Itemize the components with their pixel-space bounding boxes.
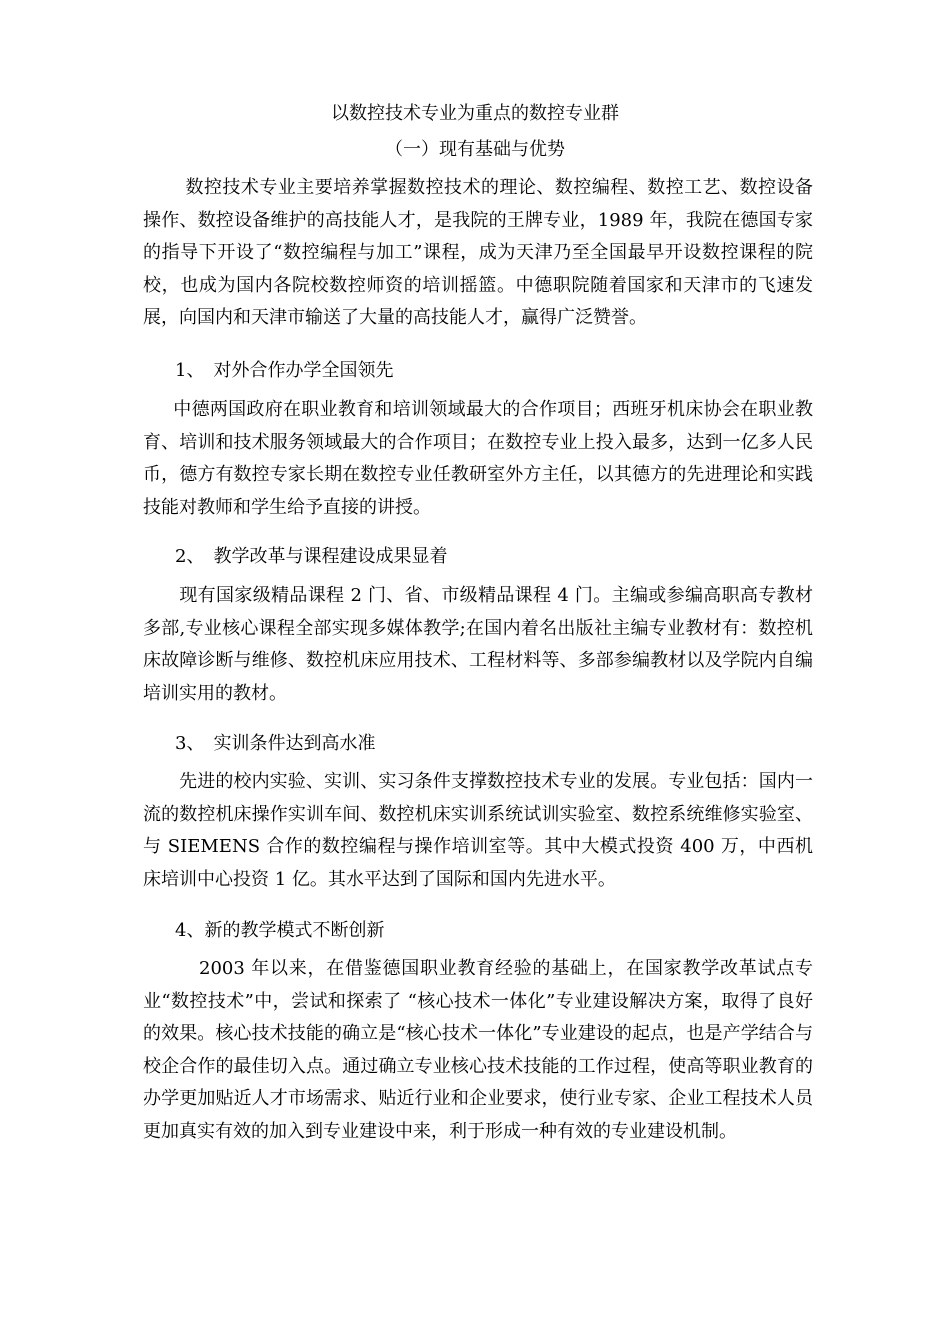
section-heading-4: 4、新的教学模式不断创新: [175, 920, 385, 941]
section-heading-1: 1、 对外合作办学全国领先: [175, 360, 394, 381]
document-title: 以数控技术专业为重点的数控专业群: [331, 103, 619, 124]
section-paragraph-2: [143, 580, 813, 710]
section-body-1: 中德两国政府在职业教育和培训领域最大的合作项目；西班牙机床协会在职业教育、培训和技术服务领域最大的合作项目；在数控专业上投入最多，达到一亿多人民币，德方有数控专家长期在数控专业任教研室外方主任，以其德方的先进理论和实践技能对教师和学生给予直接的讲授。: [143, 399, 813, 518]
section-subtitle: （一）现有基础与优势: [385, 139, 565, 160]
section-paragraph-1: [143, 394, 813, 524]
section-paragraph-3: [143, 766, 813, 896]
section-body-2: 现有国家级精品课程 2 门、省、市级精品课程 4 门。主编或参编高职高专教材多部,专业核心课程全部实现多媒体教学;在国内着名出版社主编专业教材有：数控机床故障诊断与维修、数控机床应用技术、工程材料等、多部参编教材以及学院内自编培训实用的教材。: [143, 585, 813, 704]
intro-text: 数控技术专业主要培养掌握数控技术的理论、数控编程、数控工艺、数控设备操作、数控设备维护的高技能人才，是我院的王牌专业，1989 年，我院在德国专家的指导下开设了“数控编程与加工”课程，成为天津乃至全国最早开设数控课程的院校，也成为国内各院校数控师资的培训摇篮。中德职院随着国家和天津市的飞速发展，向国内和天津市输送了大量的高技能人才，赢得广泛赞誉。: [143, 177, 813, 329]
section-heading-3: 3、 实训条件达到高水准: [175, 733, 376, 754]
section-body-4: 2003 年以来，在借鉴德国职业教育经验的基础上，在国家教学改革试点专业“数控技术”中，尝试和探索了 “核心技术一体化”专业建设解决方案，取得了良好的效果。核心技术技能的确立是“核心技术一体化”专业建设的起点，也是产学结合与校企合作的最佳切入点。通过确立专业核心技术技能的工作过程，使高等职业教育的办学更加贴近人才市场需求、贴近行业和企业要求，使行业专家、企业工程技术人员更加真实有效的加入到专业建设中来，利于形成一种有效的专业建设机制。: [143, 958, 813, 1142]
section-heading-2: 2、 教学改革与课程建设成果显着: [175, 546, 448, 567]
section-body-3: 先进的校内实验、实训、实习条件支撑数控技术专业的发展。专业包括：国内一流的数控机床操作实训车间、数控机床实训系统试训实验室、数控系统维修实验室、与 SIEMENS 合作的数控编程与操作培训室等。其中大模式投资 400 万，中西机床培训中心投资 1 亿。其水平达到了国际和国内先进水平。: [143, 771, 813, 890]
intro-paragraph: [143, 172, 813, 335]
section-paragraph-4: [143, 953, 813, 1149]
